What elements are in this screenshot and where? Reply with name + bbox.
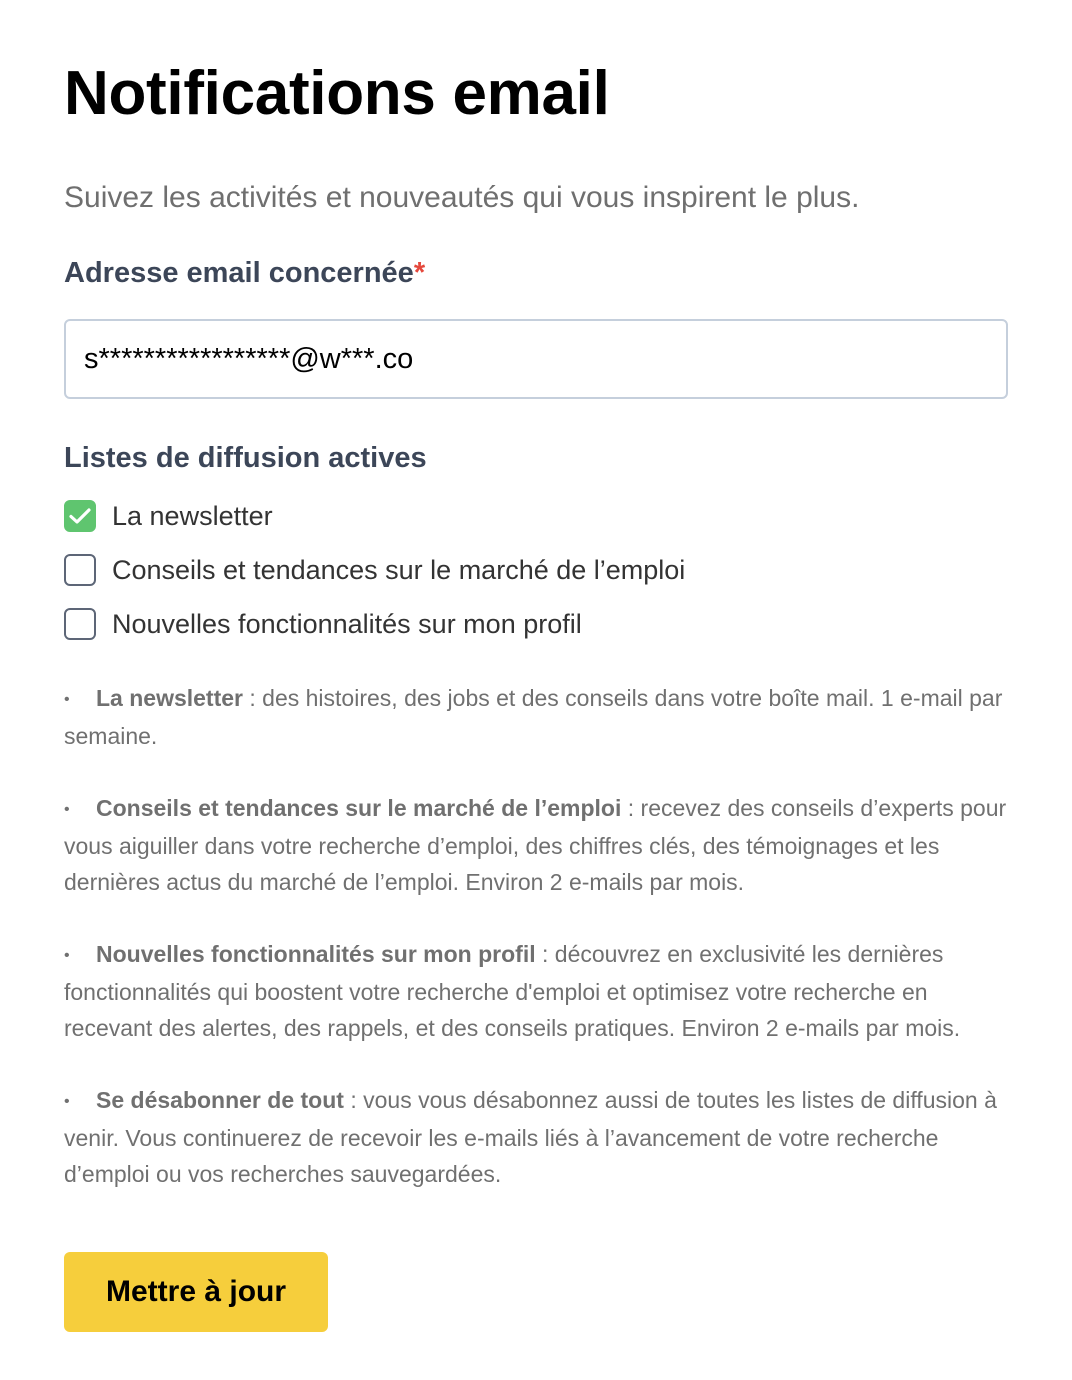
description-term: Conseils et tendances sur le marché de l’emploi — [96, 795, 622, 821]
checkmark-icon — [69, 507, 91, 525]
email-field-label — [64, 253, 425, 293]
bullet-icon: • — [64, 1093, 70, 1110]
bullet-icon: • — [64, 947, 70, 964]
description-item — [64, 680, 1008, 754]
mailing-list-descriptions — [64, 680, 1008, 1228]
description-text: : des histoires, des jobs et des conseils dans votre boîte mail. 1 e-mail par semaine. — [64, 685, 1003, 749]
description-text: : recevez des conseils d’experts pour vous aiguiller dans votre recherche d’emploi, des chiffres clés, des témoignages et les dernières actus du marché de l’emploi. Environ 2 e-mails par mois. — [64, 795, 1007, 895]
page-title: Notifications email — [64, 59, 610, 128]
checkbox-label: Nouvelles fonctionnalités sur mon profil — [112, 609, 582, 639]
mailing-lists-title: Listes de diffusion actives — [64, 442, 427, 474]
description-term: Se désabonner de tout — [96, 1087, 344, 1113]
checkbox-checked[interactable] — [64, 500, 96, 532]
mailing-list-checkboxes — [64, 496, 685, 658]
description-item — [64, 936, 1008, 1046]
bullet-icon: • — [64, 691, 70, 708]
checkbox-unchecked[interactable] — [64, 608, 96, 640]
checkbox-conseils-tendances[interactable] — [64, 550, 685, 590]
page-subtitle: Suivez les activités et nouveautés qui vous inspirent le plus. — [64, 181, 860, 214]
checkbox-label: La newsletter — [112, 501, 273, 531]
description-item — [64, 1082, 1008, 1192]
checkbox-newsletter[interactable] — [64, 496, 685, 536]
description-text: : vous vous désabonnez aussi de toutes les listes de diffusion à venir. Vous continuerez de recevoir les e-mails liés à l’avancement de votre recherche d’emploi ou vos recherches sauvegardées. — [64, 1087, 997, 1187]
email-input[interactable] — [64, 319, 1008, 399]
bullet-icon: • — [64, 801, 70, 818]
required-marker: * — [413, 257, 426, 289]
description-item — [64, 790, 1008, 900]
checkbox-nouvelles-fonctionnalites[interactable] — [64, 604, 685, 644]
email-label-text: Adresse email concernée — [64, 257, 414, 289]
update-button[interactable]: Mettre à jour — [64, 1252, 328, 1332]
description-term: La newsletter — [96, 685, 243, 711]
checkbox-unchecked[interactable] — [64, 554, 96, 586]
checkbox-label: Conseils et tendances sur le marché de l’emploi — [112, 555, 686, 585]
description-text: : découvrez en exclusivité les dernières fonctionnalités qui boostent votre recherche d'emploi et optimisez votre recherche en recevant des alertes, des rappels, et des conseils pratiques. Environ 2 e-mails par mois. — [64, 941, 961, 1041]
description-term: Nouvelles fonctionnalités sur mon profil — [96, 941, 536, 967]
